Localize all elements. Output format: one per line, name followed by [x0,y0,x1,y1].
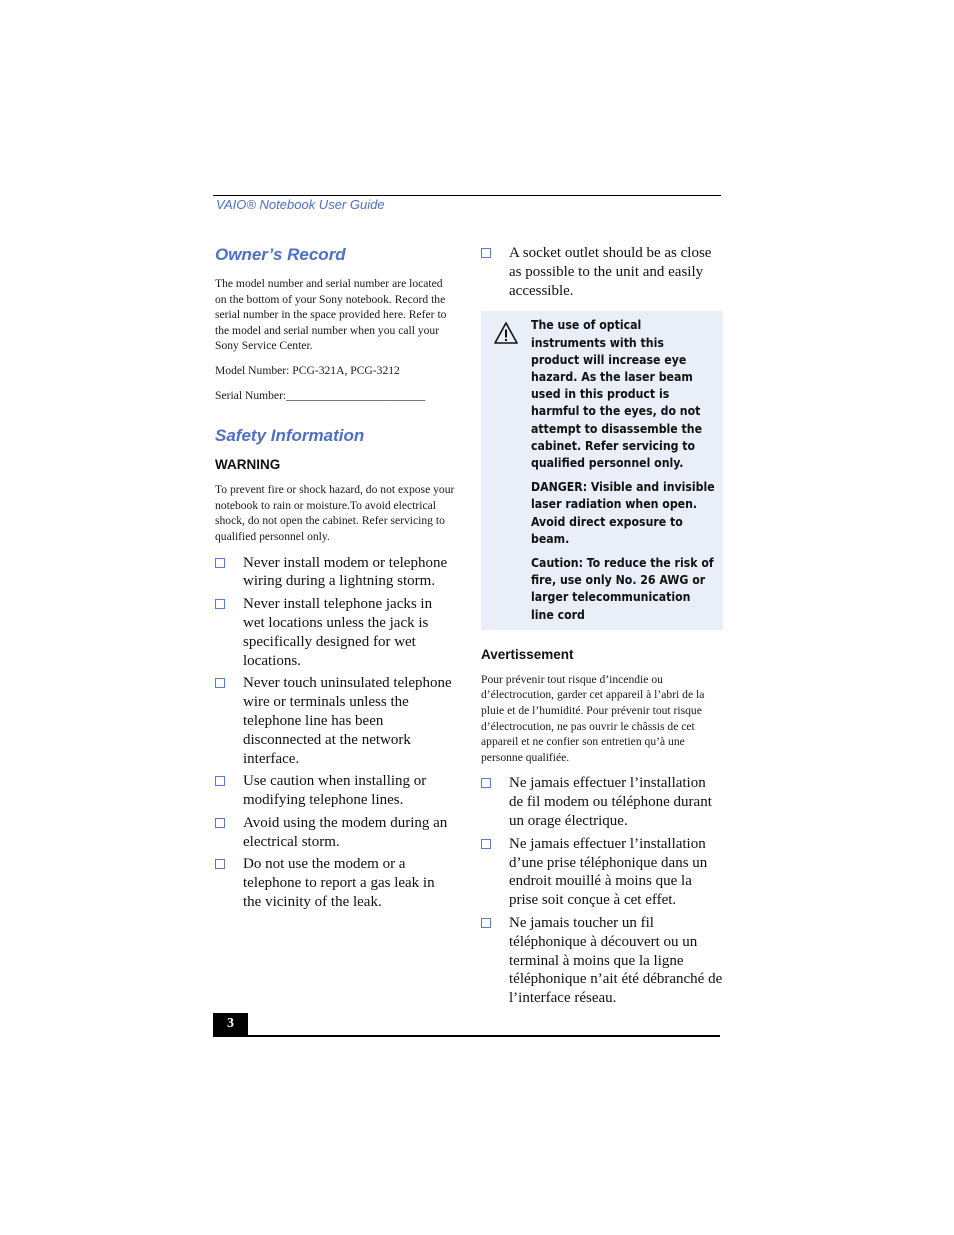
checkbox-bullet-icon [481,778,491,788]
checkbox-bullet-icon [481,839,491,849]
list-item: Ne jamais effectuer l’installation de fil modem ou téléphone durant un orage électrique. [481,774,723,830]
page-number: 3 [213,1013,248,1035]
warning-heading: WARNING [215,457,281,473]
caution-paragraph: The use of optical instruments with this product will increase eye hazard. As the laser beam used in this product is harmful to the eyes, do not attempt to disassemble the cabinet. Refer servicing to qualified personnel only. [531,318,703,471]
safety-bullet-list [215,554,455,912]
warning-triangle-icon [493,321,519,345]
owners-record-intro: The model number and serial number are located on the bottom of your Sony notebook. Record the serial number in the space provided here. Refer to the model and serial number when you call your Sony Service Center. [215,277,447,353]
list-item: Never install modem or telephone wiring during a lightning storm. [215,554,455,592]
list-item: Do not use the modem or a telephone to report a gas leak in the vicinity of the leak. [215,855,455,911]
footer-rule [213,1035,720,1037]
list-item: Never touch uninsulated telephone wire or terminals unless the telephone line has been disconnected at the network interface. [215,674,455,768]
checkbox-bullet-icon [215,599,225,609]
laser-caution-box [481,311,723,629]
model-number-line: Model Number: PCG-321A, PCG-3212 [215,363,400,377]
list-item: A socket outlet should be as close as possible to the unit and easily accessible. [481,244,723,300]
list-item: Use caution when installing or modifying telephone lines. [215,772,455,810]
socket-bullet-list [481,244,723,300]
header-rule [213,195,721,196]
right-column [481,244,723,1008]
french-bullet-list [481,774,723,1008]
list-item: Never install telephone jacks in wet locations unless the jack is specifically designed for wet locations. [215,595,455,670]
checkbox-bullet-icon [215,678,225,688]
serial-number-line: Serial Number:________________________ [215,388,426,402]
left-column [215,244,455,912]
checkbox-bullet-icon [215,818,225,828]
list-item: Ne jamais effectuer l’installation d’une prise téléphonique dans un endroit mouillé à moins que la prise soit conçue à cet effet. [481,835,723,910]
caution-paragraph: DANGER: Visible and invisible laser radiation when open. Avoid direct exposure to beam. [531,480,715,546]
running-head: VAIO® Notebook User Guide [216,197,385,212]
checkbox-bullet-icon [215,558,225,568]
checkbox-bullet-icon [481,918,491,928]
warning-text: To prevent fire or shock hazard, do not expose your notebook to rain or moisture.To avoid electrical shock, do not open the cabinet. Refer servicing to qualified personnel only. [215,483,455,543]
list-item: Avoid using the modem during an electrical storm. [215,814,455,852]
checkbox-bullet-icon [481,248,491,258]
list-item: Ne jamais toucher un fil téléphonique à découvert ou un terminal à moins que la ligne téléphonique n’ait été débranché de l’interface réseau. [481,914,723,1008]
caution-paragraph: Caution: To reduce the risk of fire, use only No. 26 AWG or larger telecommunication line cord [531,556,714,622]
safety-information-title: Safety Information [215,426,365,446]
checkbox-bullet-icon [215,859,225,869]
checkbox-bullet-icon [215,776,225,786]
avertissement-heading: Avertissement [481,646,574,662]
owners-record-title: Owner’s Record [215,245,346,264]
avertissement-text: Pour prévenir tout risque d’incendie ou d’électrocution, garder cet appareil à l’abri de la pluie et de l’humidité. Pour prévenir tout risque d’électrocution, ne pas ouvrir le châssis de cet appareil et ne confier son entretien qu’à une personne qualifiée. [481,672,705,764]
